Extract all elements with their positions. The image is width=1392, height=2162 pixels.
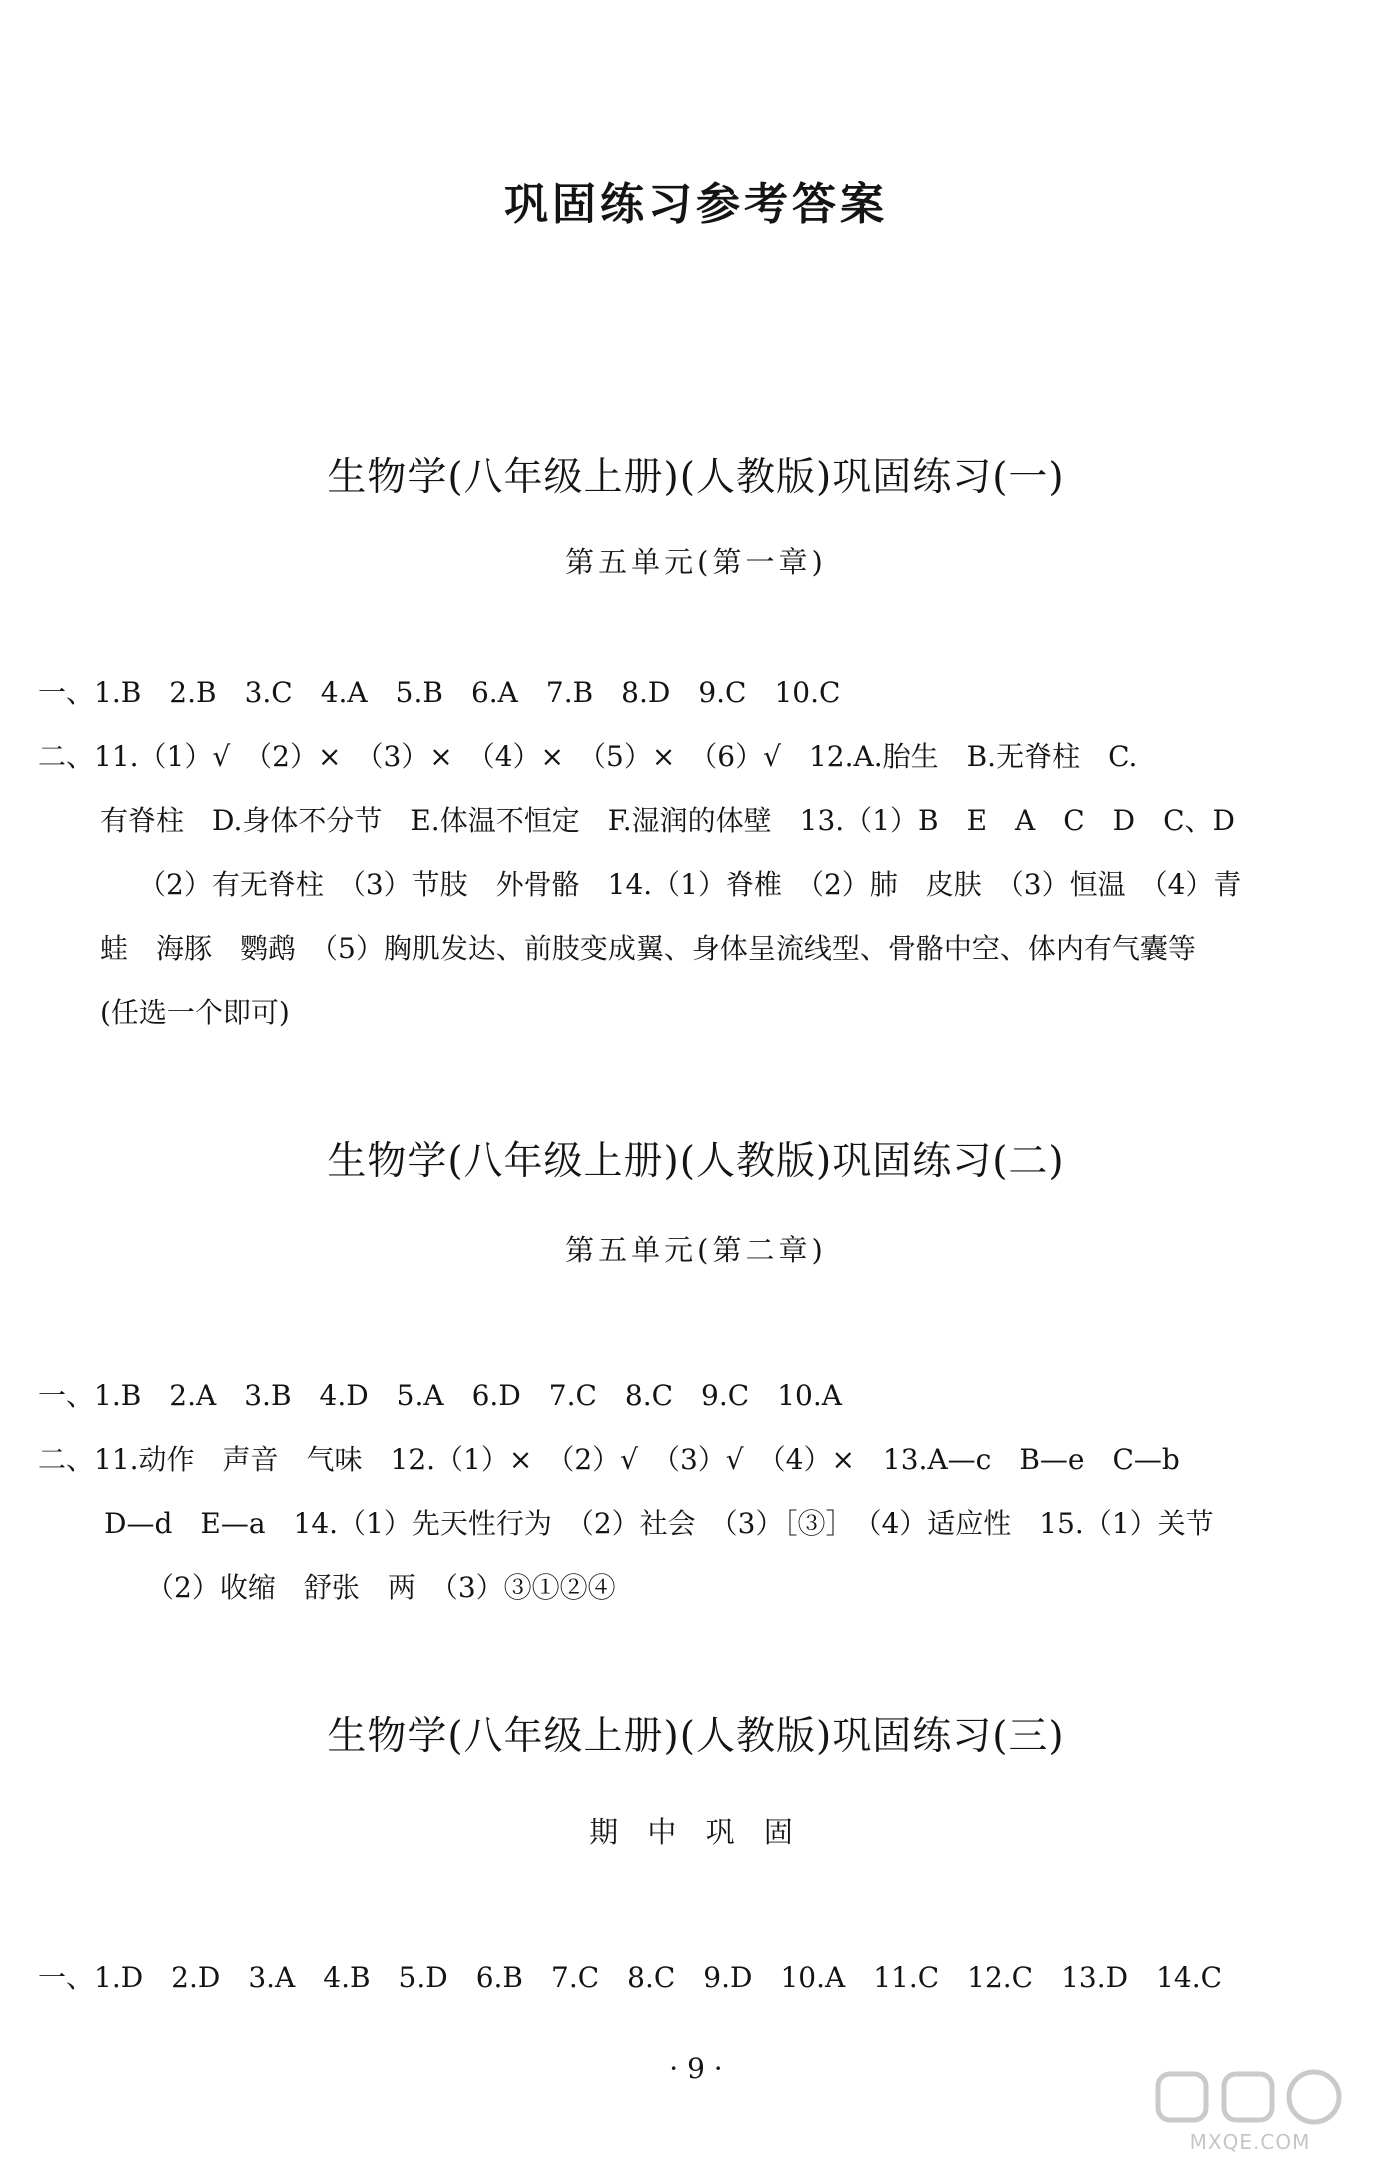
section-2-heading: 生物学(八年级上册)(人教版)巩固练习(二) bbox=[327, 1139, 1065, 1184]
answer-line: 有脊柱 D.身体不分节 E.体温不恒定 F.湿润的体壁 13.（1）B E A C D C、D bbox=[100, 804, 1235, 837]
section-1-unit: 第五单元(第一章) bbox=[565, 545, 827, 579]
watermark bbox=[1150, 2068, 1350, 2154]
answer-line: 一、1.B 2.A 3.B 4.D 5.A 6.D 7.C 8.C 9.C 10.A bbox=[38, 1379, 842, 1412]
section-1-answers bbox=[38, 661, 1358, 1045]
section-3-heading: 生物学(八年级上册)(人教版)巩固练习(三) bbox=[327, 1714, 1065, 1759]
answer-line: （2）有无脊柱 （3）节肢 外骨骼 14.（1）脊椎 （2）肺 皮肤 （3）恒温 （4）青 bbox=[138, 868, 1242, 901]
watermark-url: MXQE.COM bbox=[1189, 2130, 1311, 2154]
answer-line: （2）收缩 舒张 两 （3）③①②④ bbox=[146, 1571, 616, 1604]
answer-line: (任选一个即可) bbox=[100, 996, 290, 1029]
section-1-heading: 生物学(八年级上册)(人教版)巩固练习(一) bbox=[327, 455, 1065, 500]
answer-line: 一、1.B 2.B 3.C 4.A 5.B 6.A 7.B 8.D 9.C 10.C bbox=[38, 676, 841, 709]
answer-line: 二、11.动作 声音 气味 12.（1）× （2）√ （3）√ （4）× 13.A—c B—e C—b bbox=[38, 1443, 1180, 1476]
page-number: · 9 · bbox=[669, 2052, 723, 2085]
answer-line: D—d E—a 14.（1）先天性行为 （2）社会 （3）［③］ （4）适应性 15.（1）关节 bbox=[104, 1507, 1214, 1540]
section-3-unit: 期 中 巩 固 bbox=[589, 1815, 803, 1849]
answer-line: 二、11.（1）√ （2）× （3）× （4）× （5）× （6）√ 12.A.胎生 B.无脊柱 C. bbox=[38, 740, 1138, 773]
answer-line: 一、1.D 2.D 3.A 4.B 5.D 6.B 7.C 8.C 9.D 10.A 11.C 12.C 13.D 14.C bbox=[38, 1961, 1223, 1994]
section-2-unit: 第五单元(第二章) bbox=[565, 1233, 827, 1267]
section-3-answers bbox=[38, 1946, 1358, 2010]
section-2-answers bbox=[38, 1364, 1358, 1620]
watermark-logo-icon bbox=[1150, 2068, 1350, 2128]
page-title: 巩固练习参考答案 bbox=[504, 179, 888, 230]
answer-line: 蛙 海豚 鹦鹉 （5）胸肌发达、前肢变成翼、身体呈流线型、骨骼中空、体内有气囊等 bbox=[100, 932, 1196, 965]
